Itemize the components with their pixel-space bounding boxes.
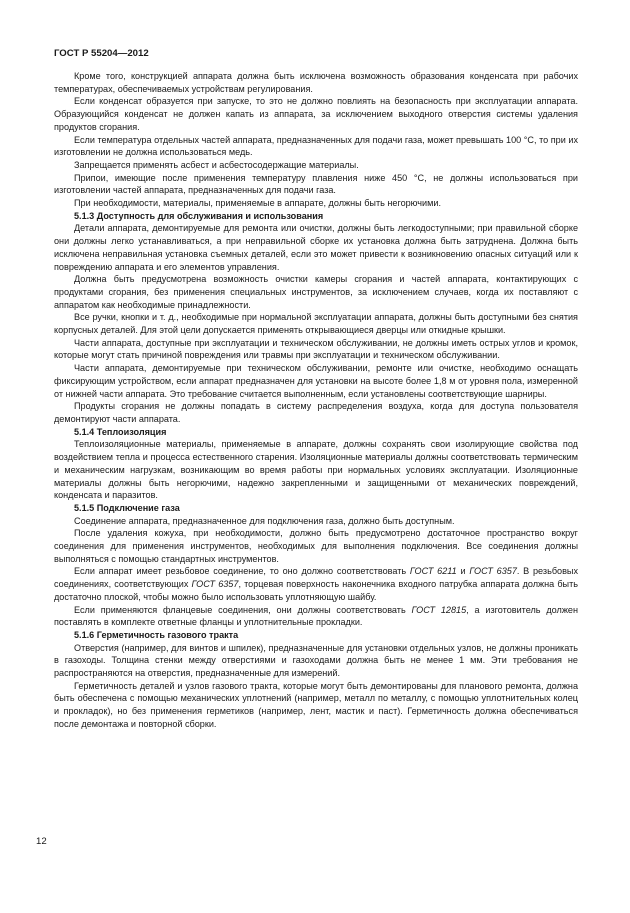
body-paragraph: [54, 604, 578, 629]
body-paragraph: Запрещается применять асбест и асбестосодержащие материалы.: [74, 159, 359, 170]
section-heading: 5.1.6 Герметичность газового тракта: [74, 629, 239, 640]
body-paragraph: Герметичность деталей и узлов газового тракта, которые могут быть демонтированы для планового ремонта, должна быть обеспечена с помощью механических уплотнений (например, металл по металлу, с помощью уплотнительных колец и прокладок), но без применения герметиков (например, лент, мастик и паст). Герметичность должна обеспечиваться после демонтажа и повторной сборки.: [54, 680, 578, 729]
paragraph-fragment: . В резьбовых соединениях, соответствующих: [54, 566, 579, 590]
standard-reference: ГОСТ 6211: [409, 566, 457, 577]
body-paragraph: Все ручки, кнопки и т. д., необходимые при нормальной эксплуатации аппарата, должны быть доступными без снятия корпусных деталей. Для этой цели допускается применять открывающиеся дверцы или откидные крышки.: [54, 312, 578, 336]
paragraph-fragment: , торцевая поверхность наконечника входного патрубка аппарата должна быть достаточно плоской, чтобы можно было использовать уплотняющую шайбу.: [54, 579, 578, 602]
section-heading: 5.1.4 Теплоизоляция: [74, 426, 167, 437]
standard-reference: ГОСТ 6357: [191, 579, 239, 590]
standard-reference: ГОСТ 6357: [469, 566, 517, 577]
body-paragraph: Отверстия (например, для винтов и шпилек), предназначенные для установки отдельных узлов, не должны проникать в газоходы. Толщина стенки между отверстиями и газоходами должна быть не менее 1 мм. Эти требования не распространяются на отверстия, предназначенные для измерений.: [54, 642, 578, 679]
body-paragraph: Кроме того, конструкцией аппарата должна быть исключена возможность образования конденсата при рабочих температурах, обеспечиваемых устройствам регулирования.: [54, 71, 578, 94]
body-paragraph: При необходимости, материалы, применяемые в аппарате, должны быть негорючими.: [74, 198, 441, 209]
body-paragraph: Части аппарата, доступные при эксплуатации и техническом обслуживании, не должны иметь острых углов и кромок, которые могут стать причиной повреждения или травмы при эксплуатации и техническом обслуживании.: [54, 337, 578, 361]
paragraph-fragment: и: [456, 566, 470, 577]
standard-header: ГОСТ Р 55204—2012: [54, 48, 149, 59]
body-paragraph: Части аппарата, демонтируемые при техническом обслуживании, ремонте или очистке, необходимо оснащать фиксирующим устройством, если аппарат предназначен для установки на высоте более 1,8 м от уровня пола, измеренной от нижней части аппарата. Это требование считается выполненным, если установлены соответствующие шарниры.: [54, 363, 578, 399]
body-paragraph: Если конденсат образуется при запуске, то это не должно повлиять на безопасность при эксплуатации аппарата. Образующийся конденсат не должен капать из аппарата, за исключением выходного отверстия системы удаления продуктов сгорания.: [54, 96, 578, 132]
body-paragraph: Продукты сгорания не должны попадать в систему распределения воздуха, когда для доступа пользователя демонтируют части аппарата.: [54, 401, 578, 424]
body-paragraph: [54, 565, 578, 603]
section-heading: 5.1.3 Доступность для обслуживания и использования: [74, 210, 324, 221]
section-heading: 5.1.5 Подключение газа: [74, 502, 180, 513]
body-paragraph: Соединение аппарата, предназначенное для подключения газа, должно быть доступным.: [74, 515, 455, 526]
body-paragraph: Детали аппарата, демонтируемые для ремонта или очистки, должны быть легкодоступными; при правильной сборке они должны легко устанавливаться, а при неправильной сборке их установка должна быть затруднена. Должна быть исключена неправильная установка съемных деталей, если это может привести к возникновению опасных ситуаций или к повреждению аппарата и его элементов управления.: [54, 223, 578, 272]
paragraph-fragment: Если применяются фланцевые соединения, они должны соответствовать: [74, 604, 412, 615]
body-paragraph: Должна быть предусмотрена возможность очистки камеры сгорания и частей аппарата, контактирующих с продуктами сгорания, без применения специальных инструментов, за исключением случаев, когда их поставляют с аппаратом как необходимые принадлежности.: [54, 274, 578, 310]
paragraph-fragment: , а изготовитель должен поставлять в комплекте ответные фланцы и уплотнительные прокладки.: [54, 604, 578, 628]
body-paragraph: Теплоизоляционные материалы, применяемые в аппарате, должны сохранять свои изолирующие свойства под воздействием тепла и процесса естественного старения. Изоляционные материалы должны соответствовать термическим и механическим нагрузкам, возникающим во время работы при нормальных условиях эксплуатации. Изоляционные материалы должны быть негорючими, надежно закрепленными и защищенными от механических повреждений, конденсата и паразитов.: [54, 439, 578, 501]
standard-reference: ГОСТ 12815: [411, 604, 467, 615]
body-paragraph: После удаления кожуха, при необходимости, должно быть предусмотрено достаточное пространство вокруг соединения для применения инструментов, необходимых для выполнения подключения. Все соединения должны выполняться с помощью стандартных инструментов.: [54, 528, 578, 564]
body-paragraph: Если температура отдельных частей аппарата, предназначенных для подачи газа, может превышать 100 °C, то при их изготовлении не должна использоваться медь.: [54, 134, 578, 158]
paragraph-fragment: Если аппарат имеет резьбовое соединение, то оно должно соответствовать: [74, 566, 410, 577]
document-body: [54, 70, 578, 731]
page-number: 12: [36, 836, 47, 847]
body-paragraph: Припои, имеющие после применения температуру плавления ниже 450 °C, не должны использоваться при изготовлении частей аппарата, предназначенных для подачи газа.: [54, 172, 578, 196]
